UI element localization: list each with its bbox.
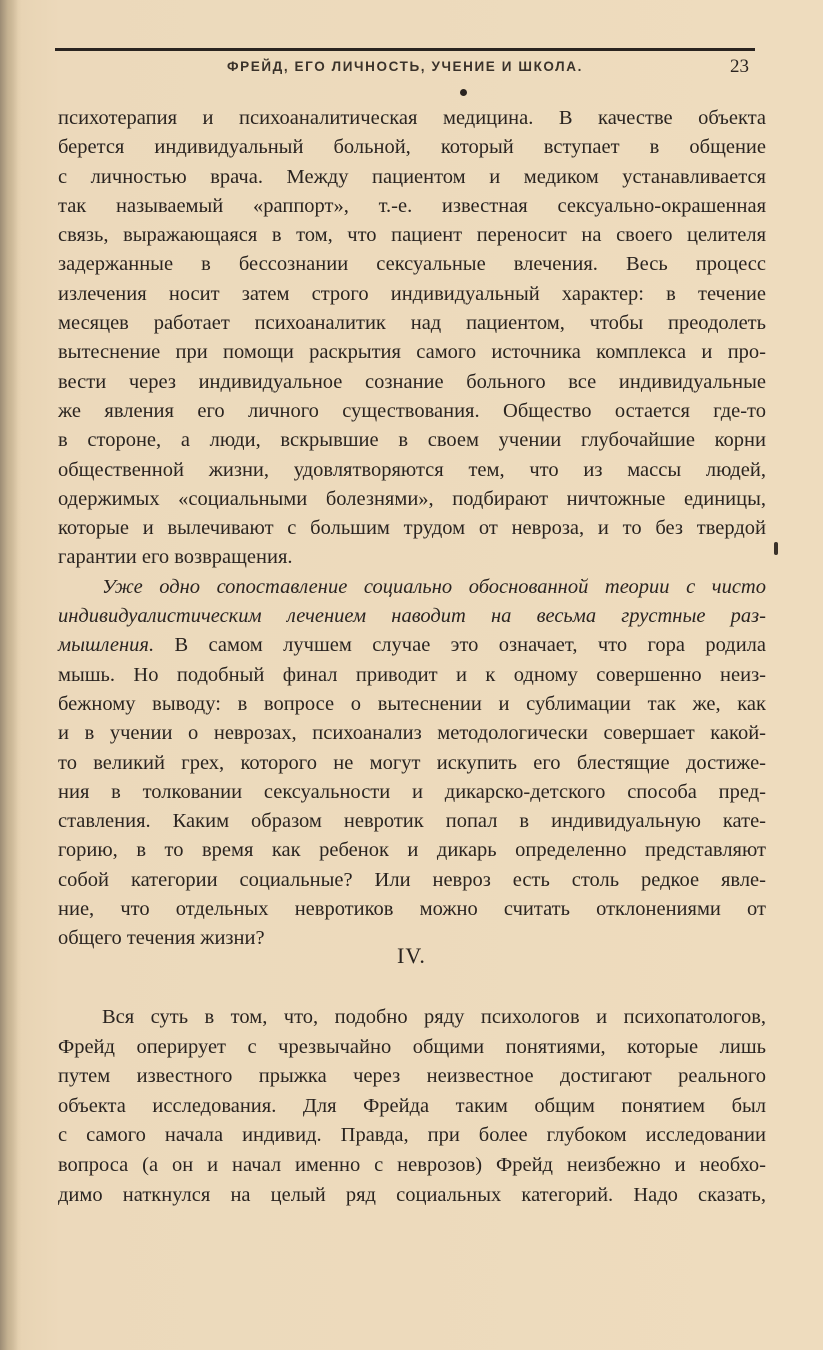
italic-line: индивидуалистическим лечением наводит на весьма грустные раз-	[58, 605, 766, 628]
text-line: с самого начала индивид. Правда, при более глубоком исследовании	[58, 1124, 766, 1147]
text-line: гарантии его возвращения.	[58, 546, 293, 569]
section-heading: IV.	[397, 943, 426, 968]
section-text	[58, 1003, 766, 1210]
text-line: горию, в то время как ребенок и дикарь определенно представляют	[58, 839, 766, 862]
text-line: вытеснение при помощи раскрытия самого источника комплекса и про-	[58, 341, 766, 364]
text-line: ние, что отдельных невротиков можно считать отклонениями от	[58, 898, 766, 921]
text-line: психотерапия и психоаналитическая медицина. В качестве объекта	[58, 107, 766, 129]
ink-blot-mark	[460, 89, 467, 96]
running-title: ФРЕЙД, ЕГО ЛИЧНОСТЬ, УЧЕНИЕ И ШКОЛА.	[227, 59, 583, 74]
text-line: ставления. Каким образом невротик попал в индивидуальную кате-	[58, 810, 766, 833]
text-line: так называемый «раппорт», т.-е. известная сексуально-окрашенная	[58, 194, 766, 217]
text-line: месяцев работает психоаналитик над пациентом, чтобы преодолеть	[58, 312, 766, 335]
text-line: с личностью врача. Между пациентом и медиком устанавливается	[58, 165, 766, 188]
text-line: вести через индивидуальное сознание больного все индивидуальные	[58, 370, 766, 393]
text-line: Вся суть в том, что, подобно ряду психологов и психопатологов,	[102, 1006, 766, 1028]
text-line: берется индивидуальный больной, который вступает в общение	[58, 136, 766, 159]
paragraph-2	[58, 573, 766, 954]
mixed-line	[58, 631, 766, 660]
text-line: ния в толковании сексуальности и дикарско-детского способа пред-	[58, 780, 766, 803]
text-line: общественной жизни, удовлятворяются тем, что из массы людей,	[58, 458, 766, 481]
text-line: то великий грех, которого не могут искупить его блестящие достиже-	[58, 751, 766, 774]
text-line: в стороне, а люди, вскрывшие в своем учении глубочайшие корни	[58, 429, 766, 452]
text-line: излечения носит затем строго индивидуальный характер: в течение	[58, 282, 766, 305]
text-line: бежному выводу: в вопросе о вытеснении и сублимации так же, как	[58, 692, 766, 715]
text-line: мышь. Но подобный финал приводит и к одному совершенно неиз-	[58, 663, 766, 686]
text-line: путем известного прыжка через неизвестное достигают реального	[58, 1065, 766, 1088]
text-line: одержимых «социальными болезнями», подбирают ничтожные единицы,	[58, 487, 766, 510]
running-head	[55, 56, 755, 80]
text-line: собой категории социальные? Или невроз есть столь редкое явле-	[58, 868, 766, 891]
page-number: 23	[730, 56, 749, 77]
text-line: общего течения жизни?	[58, 927, 265, 950]
paragraph-1	[58, 104, 766, 573]
text-line: задержанные в бессознании сексуальные влечения. Весь процесс	[58, 253, 766, 276]
text-fragment: В самом лучшем случае это означает, что гора родила	[154, 634, 766, 657]
italic-line: Уже одно сопоставление социально обоснованной теории с чисто	[102, 575, 766, 598]
text-line: и в учении о неврозах, психоанализ методологически совершает какой-	[58, 722, 766, 745]
text-line: объекта исследования. Для Фрейда таким общим понятием был	[58, 1094, 766, 1117]
text-line: димо наткнулся на целый ряд социальных категорий. Надо сказать,	[58, 1183, 766, 1206]
text-line: же явления его личного существования. Общество остается где-то	[58, 399, 766, 422]
text-line: связь, выражающаяся в том, что пациент переносит на своего целителя	[58, 224, 766, 247]
text-line: вопроса (а он и начал именно с неврозов) Фрейд неизбежно и необхо-	[58, 1153, 766, 1176]
margin-ink-mark	[774, 542, 778, 555]
header-rule	[55, 48, 755, 51]
text-line: которые и вылечивают с большим трудом от невроза, и то без твердой	[58, 517, 766, 540]
spine-shadow	[0, 0, 18, 1350]
body-text	[58, 104, 766, 954]
italic-fragment: мышления.	[58, 634, 155, 657]
text-line: Фрейд оперирует с чрезвычайно общими понятиями, которые лишь	[58, 1035, 766, 1058]
